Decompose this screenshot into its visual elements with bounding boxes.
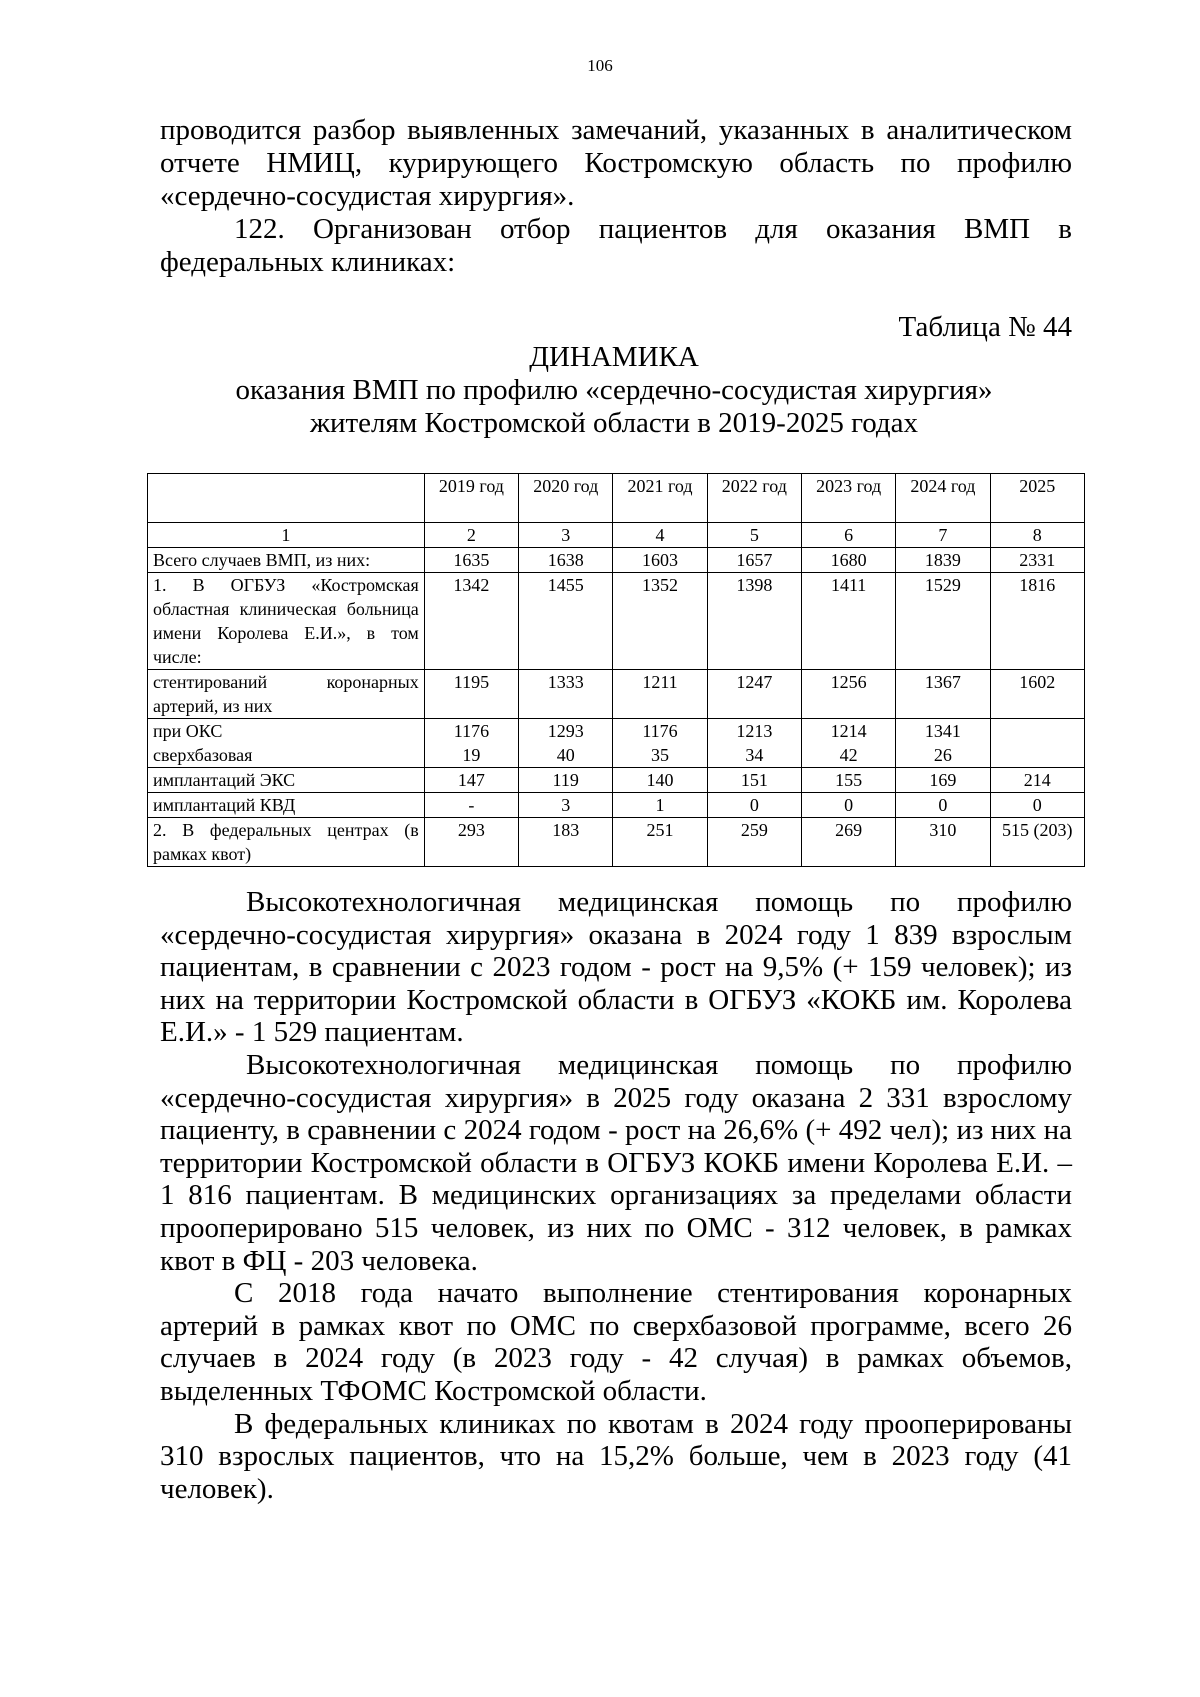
table-cell: 214 <box>990 768 1084 793</box>
table-cell: 169 <box>896 768 990 793</box>
table-value: 1213 <box>736 721 773 741</box>
table-cell: 0 <box>896 793 990 818</box>
table-row-label: имплантаций КВД <box>148 793 425 818</box>
body-text <box>160 886 1072 1505</box>
table-cell: 259 <box>707 818 801 867</box>
table-cell: 293 <box>424 818 518 867</box>
table-cell: 1211 <box>613 670 707 719</box>
table-header-cell <box>148 474 425 523</box>
table-cell: 1352 <box>613 573 707 670</box>
table-cell: 515 (203) <box>990 818 1084 867</box>
table-cell: 1839 <box>896 548 990 573</box>
table-cell: 1411 <box>801 573 895 670</box>
table-header-cell: 2019 год <box>424 474 518 523</box>
data-table <box>147 473 1085 867</box>
table-cell: 1333 <box>519 670 613 719</box>
table-row <box>148 768 1085 793</box>
table-cell: 1 <box>613 793 707 818</box>
table-value: 1341 <box>924 721 961 741</box>
table-cell: 3 <box>519 523 613 548</box>
table-column-numbers-row <box>148 523 1085 548</box>
table-cell: 269 <box>801 818 895 867</box>
table-cell: 5 <box>707 523 801 548</box>
table-cell: 1247 <box>707 670 801 719</box>
table-header-cell: 2023 год <box>801 474 895 523</box>
table-cell: 183 <box>519 818 613 867</box>
table-cell: - <box>424 793 518 818</box>
table-cell: 119 <box>519 768 613 793</box>
table-cell: 0 <box>990 793 1084 818</box>
table-cell <box>896 719 990 768</box>
table-cell: 140 <box>613 768 707 793</box>
table-cell: 2331 <box>990 548 1084 573</box>
table-header-cell: 2024 год <box>896 474 990 523</box>
table-cell: 1195 <box>424 670 518 719</box>
table-row-label: 1. В ОГБУЗ «Костромская областная клиническая больница имени Королева Е.И.», в том числе: <box>148 573 425 670</box>
caption-subtitle: жителям Костромской области в 2019-2025 годах <box>309 407 919 439</box>
table-cell <box>801 719 895 768</box>
table-row-label: 2. В федеральных центрах (в рамках квот) <box>148 818 425 867</box>
table-value: 1293 <box>547 721 584 741</box>
table-cell: 1 <box>148 523 425 548</box>
table-header-row <box>148 474 1085 523</box>
table-cell: 1657 <box>707 548 801 573</box>
table-cell: 151 <box>707 768 801 793</box>
intro-paragraph: 122. Организован отбор пациентов для оказания ВМП в федеральных клиниках: <box>160 213 1072 278</box>
table-cell: 6 <box>801 523 895 548</box>
table-cell: 1256 <box>801 670 895 719</box>
table-value: 42 <box>839 745 858 765</box>
table-cell: 1680 <box>801 548 895 573</box>
body-paragraph: С 2018 года начато выполнение стентирования коронарных артерий в рамках квот по ОМС по сверхбазовой программе, всего 26 случаев в 2024 году (в 2023 году - 42 случая) в рамках объемов, выделенных ТФОМС Костромской области. <box>160 1277 1072 1407</box>
table-cell: 0 <box>707 793 801 818</box>
table-row-label: Всего случаев ВМП, из них: <box>148 548 425 573</box>
table-cell: 1635 <box>424 548 518 573</box>
table-row-label: стентирований коронарных артерий, из них <box>148 670 425 719</box>
table-cell: 1342 <box>424 573 518 670</box>
table-cell: 155 <box>801 768 895 793</box>
table-header-cell: 2025 <box>990 474 1084 523</box>
caption-title: ДИНАМИКА <box>529 341 699 373</box>
table-cell: 3 <box>519 793 613 818</box>
table-header-cell: 2020 год <box>519 474 613 523</box>
table-cell: 1367 <box>896 670 990 719</box>
table-cell: 251 <box>613 818 707 867</box>
table-value: 40 <box>556 745 575 765</box>
table-row <box>148 793 1085 818</box>
table-value: 1176 <box>642 721 678 741</box>
caption-subtitle: оказания ВМП по профилю «сердечно-сосудистая хирургия» <box>235 374 993 406</box>
table-cell <box>613 719 707 768</box>
table-row <box>148 573 1085 670</box>
page-number: 106 <box>587 56 613 75</box>
table-cell: 1816 <box>990 573 1084 670</box>
table-cell: 1638 <box>519 548 613 573</box>
table-cell: 1602 <box>990 670 1084 719</box>
table-value: 35 <box>651 745 670 765</box>
table-cell: 1455 <box>519 573 613 670</box>
table-cell: 1398 <box>707 573 801 670</box>
table-cell: 4 <box>613 523 707 548</box>
table-value: 26 <box>933 745 952 765</box>
table-value: 1176 <box>453 721 490 741</box>
table-value: 1214 <box>830 721 867 741</box>
table-value: 19 <box>462 745 481 765</box>
table-header-cell: 2021 год <box>613 474 707 523</box>
table-row-label <box>148 719 425 768</box>
table-cell: 1603 <box>613 548 707 573</box>
table-cell: 147 <box>424 768 518 793</box>
table-cell: 8 <box>990 523 1084 548</box>
table-cell: 1529 <box>896 573 990 670</box>
table-row <box>148 719 1085 768</box>
table-cell <box>990 719 1084 768</box>
table-row-label: имплантаций ЭКС <box>148 768 425 793</box>
table-row <box>148 670 1085 719</box>
body-paragraph: Высокотехнологичная медицинская помощь по профилю «сердечно-сосудистая хирургия» оказана в 2024 году 1 839 взрослым пациентам, в сравнении с 2023 годом - рост на 9,5% (+ 159 человек); из них на территории Костромской области в ОГБУЗ «КОКБ им. Королева Е.И.» - 1 529 пациентам. <box>160 886 1072 1049</box>
table-value: 34 <box>745 745 764 765</box>
table-cell: 7 <box>896 523 990 548</box>
body-paragraph: В федеральных клиниках по квотам в 2024 году прооперированы 310 взрослых пациентов, что на 15,2% больше, чем в 2023 году (41 человек). <box>160 1407 1072 1505</box>
table-cell: 2 <box>424 523 518 548</box>
table-number: Таблица № 44 <box>898 311 1072 343</box>
table-cell <box>519 719 613 768</box>
table-header-cell: 2022 год <box>707 474 801 523</box>
intro-paragraph: проводится разбор выявленных замечаний, указанных в аналитическом отчете НМИЦ, курирующего Костромскую область по профилю «сердечно-сосудистая хирургия». <box>160 114 1072 212</box>
table-row <box>148 548 1085 573</box>
table-caption <box>0 341 1200 440</box>
body-paragraph: Высокотехнологичная медицинская помощь по профилю «сердечно-сосудистая хирургия» в 2025 году оказана 2 331 взрослому пациенту, в сравнении с 2024 годом - рост на 26,6% (+ 492 чел); из них на территории Костромской области в ОГБУЗ КОКБ имени Королева Е.И. – 1 816 пациентам. В медицинских организациях за пределами области прооперировано 515 человек, из них по ОМС - 312 человек, в рамках квот в ФЦ - 203 человека. <box>160 1048 1072 1277</box>
table-cell <box>424 719 518 768</box>
table-row <box>148 818 1085 867</box>
table-row-sublabel: при ОКС <box>153 721 223 741</box>
table-row-sublabel: сверхбазовая <box>153 745 253 765</box>
table-cell: 0 <box>801 793 895 818</box>
intro-text <box>160 114 1072 279</box>
table-cell: 310 <box>896 818 990 867</box>
table-cell <box>707 719 801 768</box>
